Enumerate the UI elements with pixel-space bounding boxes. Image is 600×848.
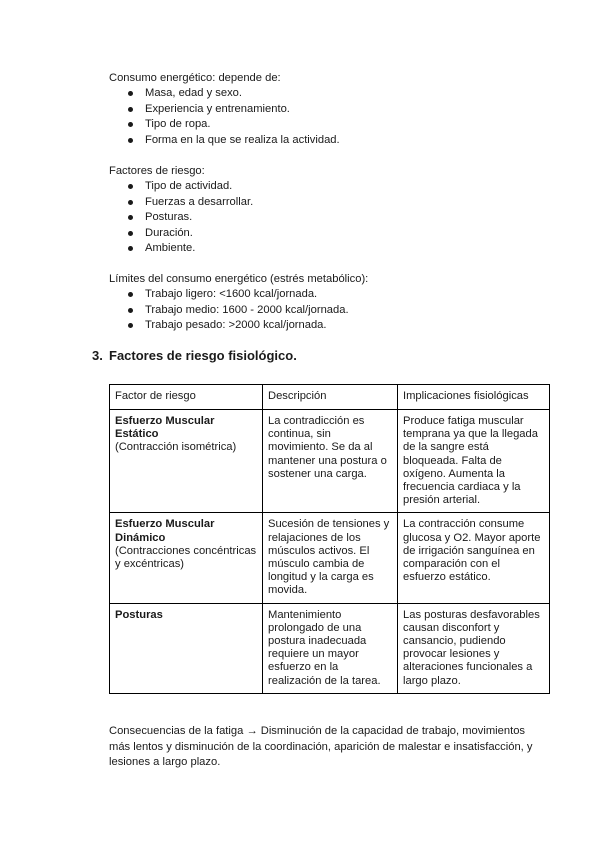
column-header-implications: Implicaciones fisiológicas [398,385,550,410]
list-item: Trabajo pesado: >2000 kcal/jornada. [109,318,549,333]
factor-name: Esfuerzo Muscular Estático [115,415,215,441]
factor-cell [110,513,263,603]
factores-title: Factores de riesgo: [109,165,205,177]
limites-list [109,287,549,333]
implications-cell: La contracción consume glucosa y O2. Mayor aporte de irrigación sanguínea en comparación con el esfuerzo estático. [398,513,550,603]
column-header-description: Descripción [263,385,398,410]
table-row [110,513,550,603]
factor-name: Posturas [115,608,163,621]
description-cell: Mantenimiento prolongado de una postura inadecuada requiere un mayor esfuerzo en la realización de la tarea. [263,603,398,693]
implications-cell: Las posturas desfavorables causan disconfort y cansancio, pudiendo provocar lesiones y alteraciones funcionales a largo plazo. [398,603,550,693]
description-cell: Sucesión de tensiones y relajaciones de los músculos activos. El músculo cambia de longitud y la carga es movida. [263,513,398,603]
factor-name: Esfuerzo Muscular Dinámico [115,518,215,544]
table-header-row [110,385,550,410]
description-cell: La contradicción es continua, sin movimiento. Se da al mantener una postura o sostener una carga. [263,410,398,513]
factor-detail: (Contracciones concéntricas y excéntricas) [115,544,257,571]
factores-riesgo-section [109,164,549,256]
factor-cell [110,603,263,693]
list-item: Tipo de ropa. [109,117,549,132]
section-number: 3. [92,348,103,363]
consumo-title: Consumo energético: depende de: [109,72,281,84]
section-title: Factores de riesgo fisiológico. [109,348,297,363]
limites-section [109,272,549,334]
list-item: Masa, edad y sexo. [109,86,549,101]
factor-detail: (Contracción isométrica) [115,441,237,454]
list-item: Posturas. [109,210,549,225]
implications-cell: Produce fatiga muscular temprana ya que la llegada de la sangre está bloqueada. Falta de oxígeno. Aumenta la frecuencia cardiaca y la presión arterial. [398,410,550,513]
table-row [110,410,550,513]
consumo-energetico-section [109,71,549,148]
list-item: Forma en la que se realiza la actividad. [109,133,549,148]
list-item: Ambiente. [109,241,549,256]
list-item: Trabajo medio: 1600 - 2000 kcal/jornada. [109,303,549,318]
limites-title: Límites del consumo energético (estrés metabólico): [109,273,369,285]
list-item: Experiencia y entrenamiento. [109,102,549,117]
list-item: Fuerzas a desarrollar. [109,195,549,210]
factores-list [109,179,549,256]
fatigue-consequences-note: Consecuencias de la fatiga → Disminución de la capacidad de trabajo, movimientos más lentos y disminución de la coordinación, aparición de malestar e insatisfacción, y lesiones a largo plazo. [109,725,533,769]
section-heading [92,348,297,363]
column-header-factor: Factor de riesgo [110,385,263,410]
factor-cell [110,410,263,513]
list-item: Tipo de actividad. [109,179,549,194]
risk-factors-table [109,384,550,694]
table-row [110,603,550,693]
consumo-list [109,86,549,148]
list-item: Trabajo ligero: <1600 kcal/jornada. [109,287,549,302]
list-item: Duración. [109,226,549,241]
